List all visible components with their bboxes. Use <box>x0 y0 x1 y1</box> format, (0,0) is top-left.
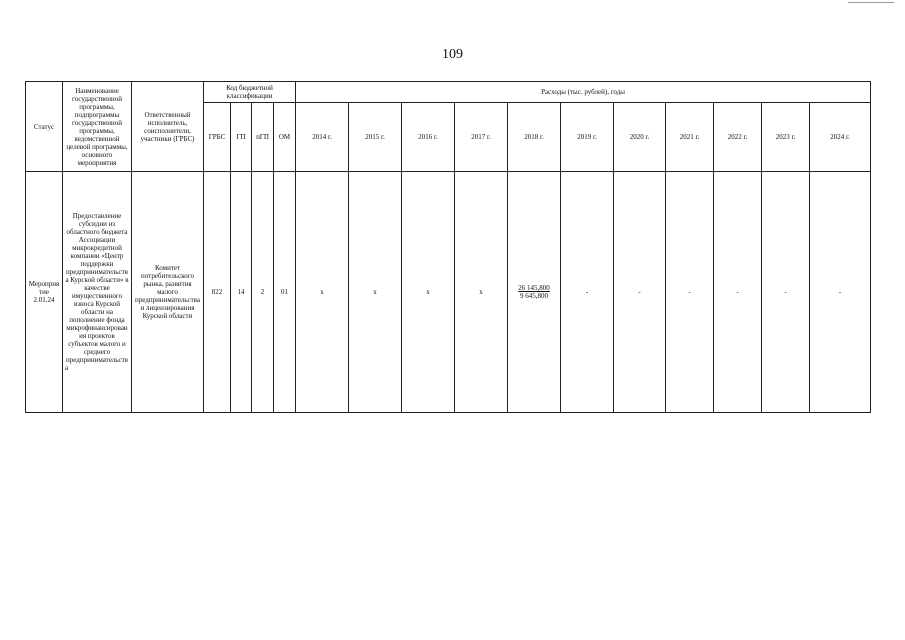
header-year-2021: 2021 г. <box>666 103 714 172</box>
header-code-om: ОМ <box>274 103 296 172</box>
cell-value-2023: - <box>762 172 810 413</box>
page-number: 109 <box>442 47 463 62</box>
cell-executor: Комитет потребительского рынка, развития малого предпринимательства и лицензирования Курской области <box>132 172 204 413</box>
value-2018-bottom: 9 645,800 <box>520 292 549 300</box>
header-year-2019: 2019 г. <box>561 103 614 172</box>
header-name: Наименование государственной программы, подпрограммы государственной программы, ведомственной целевой программы, основного мероприятия <box>63 82 132 172</box>
cell-value-2022: - <box>714 172 762 413</box>
cell-name: Предоставление субсидии из областного бюджета Ассоциации микрокредитной компании «Центр поддержки предпринимательства Курской области» в качестве имущественного взноса Курской области на пополнение фонда микрофинансирования проектов субъектов малого и среднего предпринимательства <box>63 172 132 413</box>
header-budget-code: Код бюджетной классификации <box>204 82 296 103</box>
cell-status: Мероприятие 2.01.24 <box>26 172 63 413</box>
header-code-gp: ГП <box>231 103 252 172</box>
header-year-2017: 2017 г. <box>455 103 508 172</box>
value-2018-top: 26 145,800 <box>518 284 550 292</box>
header-year-2014: 2014 г. <box>296 103 349 172</box>
header-year-2023: 2023 г. <box>762 103 810 172</box>
header-year-2024: 2024 г. <box>810 103 871 172</box>
table-row <box>26 172 871 413</box>
header-code-pgp: пГП <box>252 103 274 172</box>
header-year-2018: 2018 г. <box>508 103 561 172</box>
header-year-2015: 2015 г. <box>349 103 402 172</box>
cell-value-2017: х <box>455 172 508 413</box>
header-year-2020: 2020 г. <box>614 103 666 172</box>
header-expenses: Расходы (тыс. рублей), годы <box>296 82 871 103</box>
cell-code-pgp: 2 <box>252 172 274 413</box>
cell-value-2019: - <box>561 172 614 413</box>
cell-code-gp: 14 <box>231 172 252 413</box>
cell-value-2016: х <box>402 172 455 413</box>
cell-code-om: 01 <box>274 172 296 413</box>
header-status: Статус <box>26 82 63 172</box>
header-code-grbs: ГРБС <box>204 103 231 172</box>
header-year-2022: 2022 г. <box>714 103 762 172</box>
header-year-2016: 2016 г. <box>402 103 455 172</box>
cell-value-2021: - <box>666 172 714 413</box>
cell-value-2020: - <box>614 172 666 413</box>
cell-value-2018 <box>508 172 561 413</box>
cell-value-2015: х <box>349 172 402 413</box>
cell-value-2014: х <box>296 172 349 413</box>
header-executor: Ответственный исполнитель, соисполнители, участники (ГРБС) <box>132 82 204 172</box>
cell-value-2024: - <box>810 172 871 413</box>
cell-code-grbs: 822 <box>204 172 231 413</box>
budget-table <box>25 81 871 413</box>
corner-mark <box>848 2 894 3</box>
